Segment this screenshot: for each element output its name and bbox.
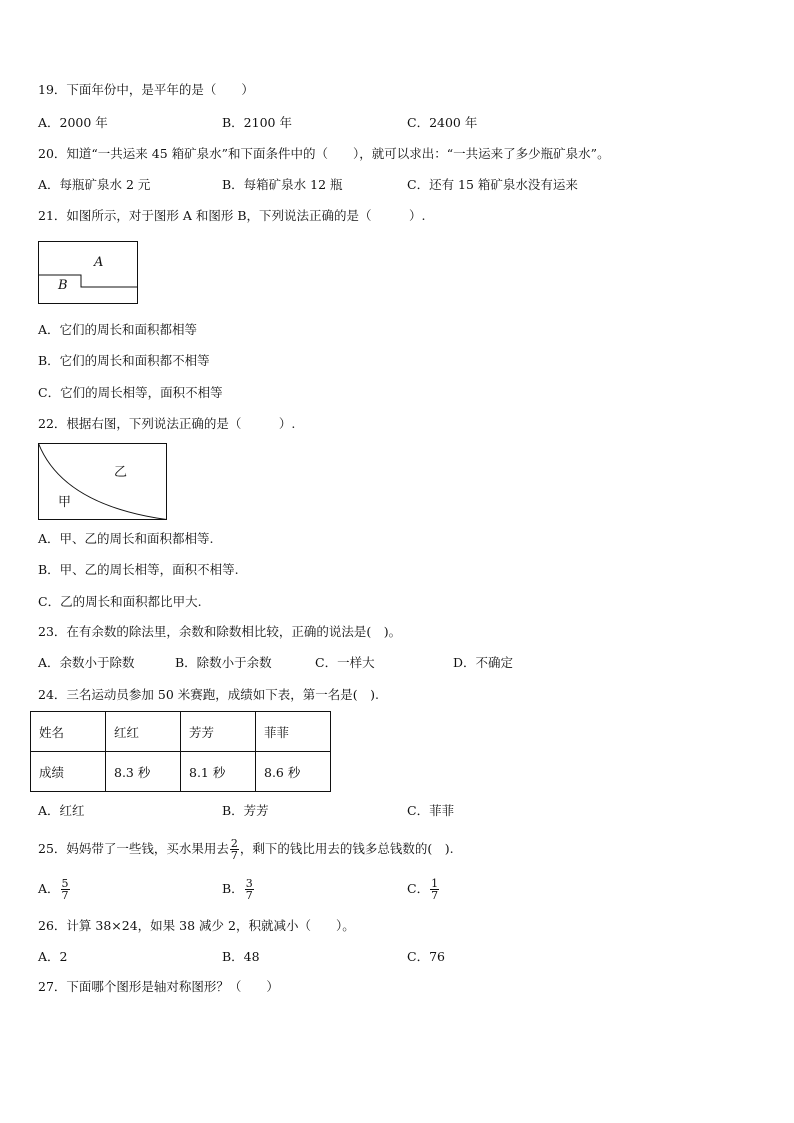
q21-figure xyxy=(38,241,139,305)
q23-option-d[interactable]: D．不确定 xyxy=(453,655,514,670)
table-cell: 8.6 秒 xyxy=(256,752,331,792)
question-25-stem xyxy=(38,832,454,866)
q24-results-table xyxy=(30,711,331,792)
fraction-denominator: 7 xyxy=(431,889,439,902)
fraction-denominator: 7 xyxy=(230,849,238,862)
table-row xyxy=(31,752,331,792)
q26-option-b[interactable]: B．48 xyxy=(222,949,260,964)
question-20-stem: 20．知道“一共运来 45 箱矿泉水”和下面条件中的（ ），就可以求出：“一共运来了多少瓶矿泉水”。 xyxy=(38,146,610,161)
question-19-stem: 19．下面年份中，是平年的是（ ） xyxy=(38,82,254,97)
q25-stem-fraction xyxy=(230,838,239,861)
table-cell: 成绩 xyxy=(31,752,106,792)
q20-option-a[interactable]: A．每瓶矿泉水 2 元 xyxy=(38,177,151,192)
q22-option-a[interactable]: A．甲、乙的周长和面积都相等. xyxy=(38,531,214,546)
question-22-stem: 22．根据右图，下列说法正确的是（ ）. xyxy=(38,416,296,431)
question-26-stem: 26．计算 38×24，如果 38 减少 2，积就减小（ ）。 xyxy=(38,918,355,933)
q21-figure-divider xyxy=(39,275,138,287)
q25-option-b[interactable] xyxy=(222,873,255,905)
q21-option-c[interactable]: C．它们的周长相等，面积不相等 xyxy=(38,385,223,400)
q25-stem-after: ，剩下的钱比用去的钱多总钱数的( ). xyxy=(239,841,454,856)
q19-option-a[interactable]: A．2000 年 xyxy=(38,115,108,130)
table-cell: 姓名 xyxy=(31,712,106,752)
q26-option-a[interactable]: A．2 xyxy=(38,949,68,964)
table-cell: 红红 xyxy=(106,712,181,752)
question-27-stem: 27．下面哪个图形是轴对称图形？（ ） xyxy=(38,979,279,994)
q20-option-b[interactable]: B．每箱矿泉水 12 瓶 xyxy=(222,177,343,192)
q26-option-c[interactable]: C．76 xyxy=(407,949,445,964)
q23-option-b[interactable]: B．除数小于余数 xyxy=(175,655,272,670)
table-cell: 8.3 秒 xyxy=(106,752,181,792)
q23-option-a[interactable]: A．余数小于除数 xyxy=(38,655,135,670)
question-24-stem: 24．三名运动员参加 50 米赛跑，成绩如下表，第一名是( ). xyxy=(38,687,379,702)
q25-option-a[interactable] xyxy=(38,873,71,905)
q20-option-c[interactable]: C．还有 15 箱矿泉水没有运来 xyxy=(407,177,578,192)
q19-option-c[interactable]: C．2400 年 xyxy=(407,115,478,130)
q25-option-c[interactable] xyxy=(407,873,440,905)
q24-option-c[interactable]: C．菲菲 xyxy=(407,803,455,818)
q22-figure xyxy=(38,443,168,521)
option-label: A． xyxy=(38,881,60,896)
q19-option-b[interactable]: B．2100 年 xyxy=(222,115,292,130)
option-fraction xyxy=(245,878,254,901)
question-21-stem: 21．如图所示，对于图形 A 和图形 B，下列说法正确的是（ ）. xyxy=(38,208,426,223)
q22-option-b[interactable]: B．甲、乙的周长相等，面积不相等. xyxy=(38,562,239,577)
table-cell: 菲菲 xyxy=(256,712,331,752)
q24-option-b[interactable]: B．芳芳 xyxy=(222,803,269,818)
table-cell: 芳芳 xyxy=(181,712,256,752)
option-label: C． xyxy=(407,881,430,896)
fraction-denominator: 7 xyxy=(245,889,253,902)
q21-label-a: A xyxy=(94,255,104,270)
fraction-numerator: 1 xyxy=(431,877,439,890)
q21-option-b[interactable]: B．它们的周长和面积都不相等 xyxy=(38,353,210,368)
q23-option-c[interactable]: C．一样大 xyxy=(315,655,375,670)
option-label: B． xyxy=(222,881,244,896)
table-cell: 8.1 秒 xyxy=(181,752,256,792)
q24-option-a[interactable]: A．红红 xyxy=(38,803,85,818)
fraction-numerator: 5 xyxy=(61,877,69,890)
option-fraction xyxy=(61,878,70,901)
option-fraction xyxy=(430,878,439,901)
question-23-stem: 23．在有余数的除法里，余数和除数相比较，正确的说法是( )。 xyxy=(38,624,402,639)
q22-label-yi: 乙 xyxy=(114,465,128,480)
fraction-denominator: 7 xyxy=(61,889,69,902)
fraction-numerator: 2 xyxy=(230,837,238,850)
table-row xyxy=(31,712,331,752)
q21-figure-outline xyxy=(39,242,138,304)
q22-label-jia: 甲 xyxy=(58,495,72,510)
q21-label-b: B xyxy=(58,278,68,293)
q22-option-c[interactable]: C．乙的周长和面积都比甲大. xyxy=(38,594,202,609)
q25-stem-before: 25．妈妈带了一些钱，买水果用去 xyxy=(38,841,229,856)
q21-option-a[interactable]: A．它们的周长和面积都相等 xyxy=(38,322,198,337)
fraction-numerator: 3 xyxy=(245,877,253,890)
